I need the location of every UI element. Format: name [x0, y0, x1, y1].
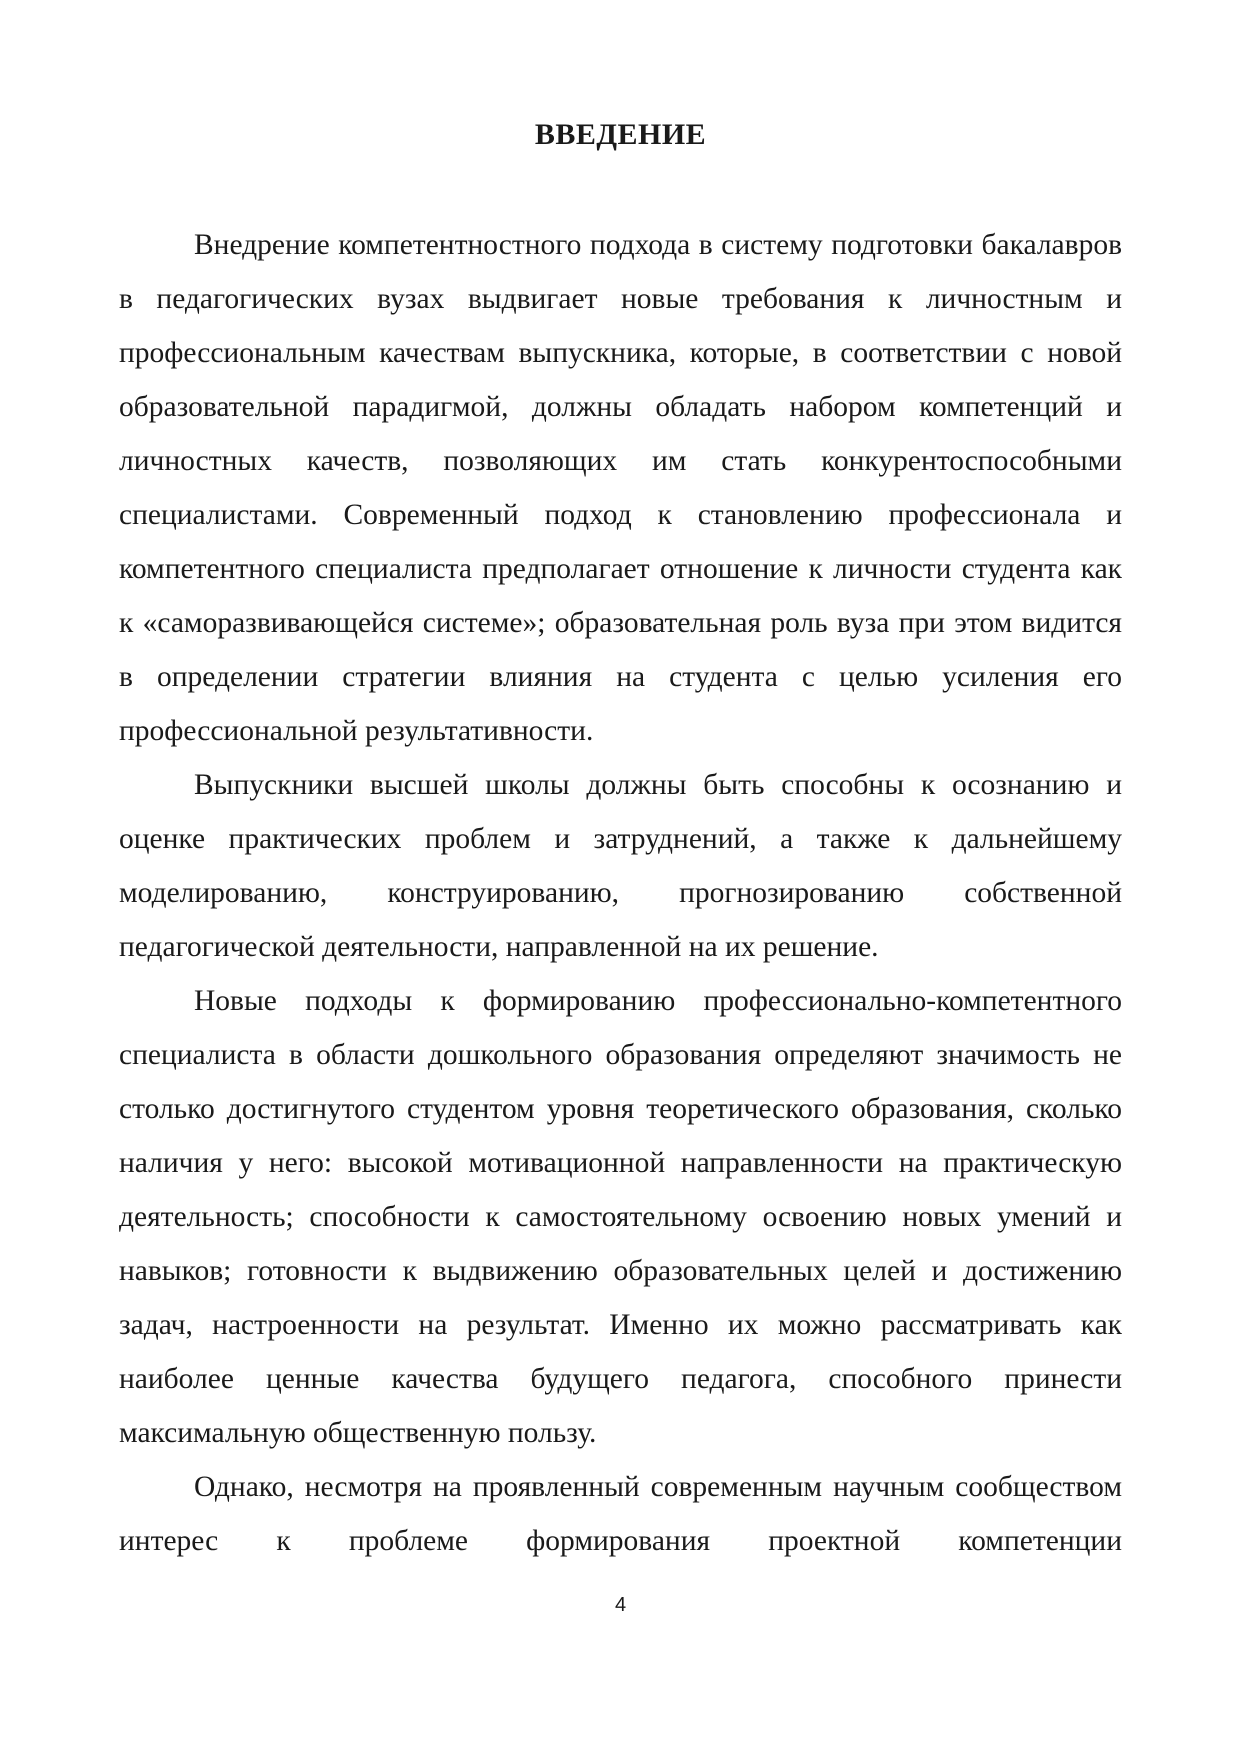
page-number: 4 [614, 1594, 627, 1616]
paragraph-1: Внедрение компетентностного подхода в систему подготовки бакалавров в педагогических вузах выдвигает новые требования к личностным и профессиональным качествам выпускника, которые, в соответствии с новой образовательной парадигмой, должны обладать набором компетенций и личностных качеств, позволяющих им стать конкурентоспособными специалистами. Современный подход к становлению профессионала и компетентного специалиста предполагает отношение к личности студента как к «саморазвивающейся системе»; образовательная роль вуза при этом видится в определении стратегии влияния на студента с целью усиления его профессиональной результативности. [119, 229, 1122, 747]
page-title: ВВЕДЕНИЕ [534, 118, 707, 151]
paragraph-3: Новые подходы к формированию профессионально-компетентного специалиста в области дошкольного образования определяют значимость не столько достигнутого студентом уровня теоретического образования, сколько наличия у него: высокой мотивационной направленности на практическую деятельность; способности к самостоятельному освоению новых умений и навыков; готовности к выдвижению образовательных целей и достижению задач, настроенности на результат. Именно их можно рассматривать как наиболее ценные качества будущего педагога, способного принести максимальную общественную пользу. [119, 985, 1122, 1449]
body-text [119, 218, 1122, 1568]
paragraph-4: Однако, несмотря на проявленный современным научным сообществом интерес к проблеме формирования проектной компетенции [119, 1471, 1122, 1557]
paragraph-2: Выпускники высшей школы должны быть способны к осознанию и оценке практических проблем и затруднений, а также к дальнейшему моделированию, конструированию, прогнозированию собственной педагогической деятельности, направленной на их решение. [119, 769, 1122, 963]
